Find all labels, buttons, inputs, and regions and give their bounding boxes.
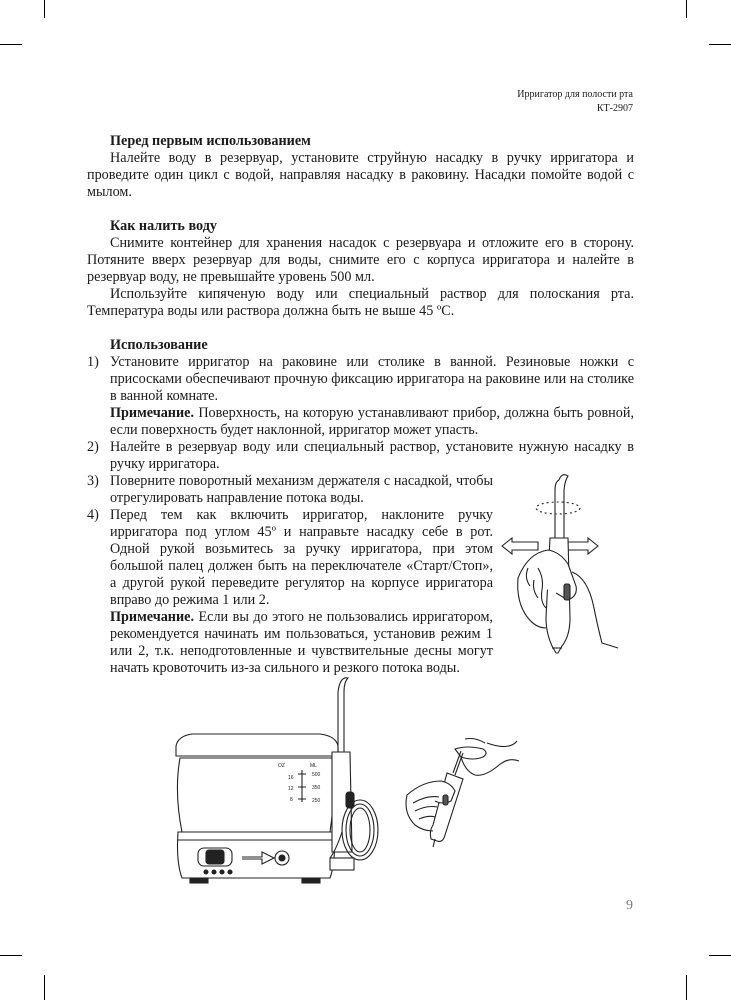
crop-mark [686, 0, 687, 18]
page-number: 9 [626, 898, 633, 913]
note [87, 405, 634, 439]
mouth-usage-illustration [405, 735, 525, 855]
paragraph-first-use: Налейте воду в резервуар, установите струйную насадку в ручку ирригатора и проведите один цикл с водой, направляя насадку в раковину. Насадки помойте водой с мылом. [87, 150, 634, 200]
list-item-number: 1) [87, 354, 99, 370]
scale-ml-value: 500 [312, 772, 321, 778]
crop-mark [709, 955, 731, 956]
scale-ml-label: ML [310, 763, 317, 769]
list-item-text: Поверните поворотный механизм держателя с насадкой, чтобы отрегулировать направление потока воды. [110, 473, 493, 506]
crop-mark [709, 44, 731, 45]
scale-ml-value: 250 [312, 798, 321, 804]
irrigator-device-illustration [170, 672, 390, 892]
section-title-fill-water: Как налить воду [110, 218, 217, 234]
list-item [87, 473, 493, 507]
crop-mark [686, 975, 687, 1000]
list-item-number: 3) [87, 473, 99, 489]
list-item-number: 4) [87, 507, 99, 523]
scale-oz-label: OZ [278, 763, 285, 769]
scale-oz-value: 12 [288, 786, 294, 792]
note [87, 609, 493, 677]
crop-mark [0, 44, 22, 45]
crop-mark [44, 0, 45, 18]
paragraph-fill-water-2: Используйте кипяченую воду или специальный раствор для полоскания рта. Температура воды или раствора должна быть не выше 45 ºС. [87, 286, 634, 319]
scale-ml-value: 350 [312, 785, 321, 791]
header-title: Ирригатор для полости рта [517, 89, 633, 100]
list-item-number: 2) [87, 439, 99, 455]
running-header [517, 88, 633, 116]
list-item [87, 354, 634, 405]
scale-oz-value: 8 [290, 797, 293, 803]
note-label: Примечание. [110, 609, 194, 625]
crop-mark [0, 955, 22, 956]
list-item-text: Налейте в резервуар воду или специальный раствор, установите нужную насадку в ручку ирригатора. [110, 439, 634, 472]
list-item [87, 507, 493, 609]
section-title-first-use: Перед первым использованием [110, 133, 311, 149]
paragraph-fill-water-1: Снимите контейнер для хранения насадок с резервуара и отложите его в сторону. Потяните вверх резервуар для воды, снимите его с корпуса ирригатора и налейте в резервуар воду, не превышайте уровень 500 мл. [87, 235, 634, 285]
note-text: Если вы до этого не пользовались ирригатором, рекомендуется начинать им пользоваться, установив режим 1 или 2, т.к. неподготовленные и чувствительные десны могут начать кровоточить из-за сильного и резкого потока воды. [110, 609, 493, 676]
scale-oz-value: 16 [288, 775, 294, 781]
handle-rotation-illustration [498, 468, 648, 668]
crop-mark [44, 975, 45, 1000]
header-model: КТ-2907 [596, 103, 633, 114]
note-label: Примечание. [110, 405, 194, 421]
section-title-usage: Использование [110, 337, 208, 353]
narrow-column [87, 473, 493, 677]
note-text: Поверхность, на которую устанавливают прибор, должна быть ровной, если поверхность будет наклонной, ирригатор может упасть. [110, 405, 634, 438]
list-item-text: Перед тем как включить ирригатор, наклоните ручку ирригатора под углом 45º и направьте насадку себе в рот. Одной рукой возьмитесь за ручку ирригатора, при этом большой палец должен быть на переключателе «Старт/Стоп», а другой рукой переведите регулятор на корпусе ирригатора вправо до режима 1 или 2. [110, 507, 493, 608]
list-item-text: Установите ирригатор на раковине или столике в ванной. Резиновые ножки с присосками обеспечивают прочную фиксацию ирригатора на раковине или на столике в ванной комнате. [110, 354, 634, 404]
